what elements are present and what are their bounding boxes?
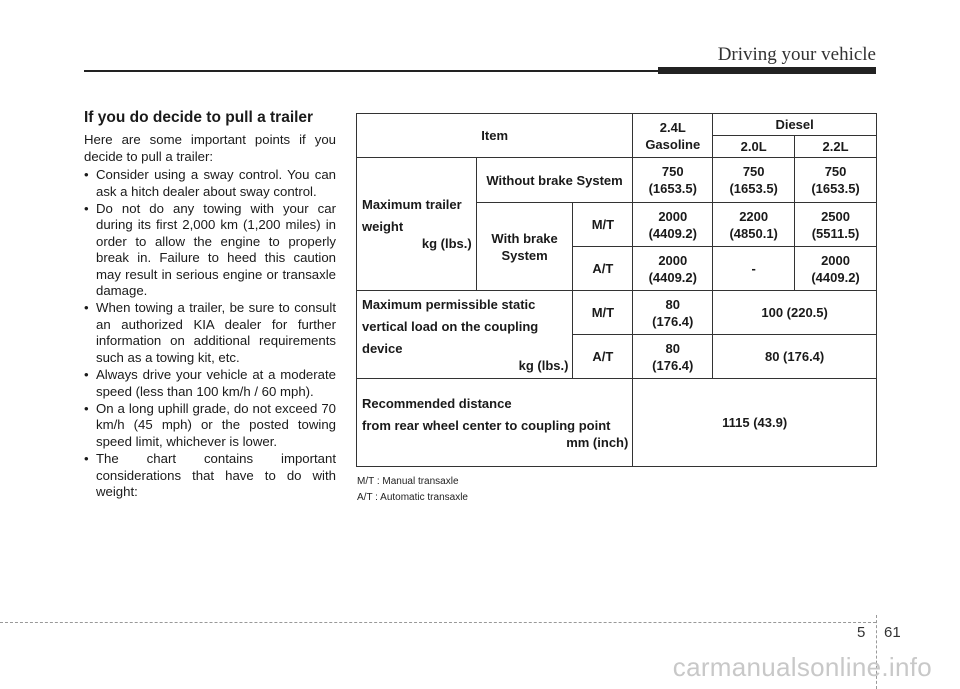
table-cell (633, 291, 713, 335)
list-item: • On a long uphill grade, do not exceed 70 km/h (45 mph) or the posted towing speed limit, whichever is lower. (84, 401, 336, 450)
page-header-title: Driving your vehicle (717, 44, 876, 65)
cell-value: (176.4) (652, 357, 694, 373)
note-at: A/T : Automatic transaxle (357, 492, 468, 503)
cell-value: (1653.5) (729, 181, 778, 196)
list-item: • When towing a trailer, be sure to consult an authorized KIA dealer for further information on additional requirements such as a towing kit, etc. (84, 300, 336, 366)
header-gasoline (633, 114, 713, 158)
table-cell (633, 203, 713, 247)
unit-label: mm (inch) (566, 434, 629, 450)
table-cell: 1115 (43.9) (633, 379, 877, 467)
table-cell (795, 158, 877, 203)
table-cell (633, 158, 713, 203)
transaxle-mt: M/T (573, 203, 633, 247)
cell-value: 2000 (821, 252, 850, 268)
cell-value: 2200 (739, 208, 769, 224)
label-line: device (362, 340, 403, 356)
cell-value: (1653.5) (811, 181, 860, 196)
table-cell (713, 158, 795, 203)
page-number: 61 (884, 624, 901, 641)
header-rule-accent (658, 67, 876, 74)
header-diesel-2-2: 2.2L (795, 136, 877, 158)
label-line: Maximum permissible static (362, 296, 536, 312)
cell-value: 2500 (821, 208, 850, 224)
list-item: • Do not do any towing with your car during its first 2,000 km (1,200 miles) in order to allow the engine to properly break in. Failure to heed this caution may result in serious engine or transaxle damage. (84, 201, 336, 299)
label-line: Maximum trailer (362, 197, 462, 212)
cell-value: 750 (824, 164, 847, 179)
static-load-label (357, 291, 573, 379)
transaxle-at: A/T (573, 335, 633, 379)
max-trailer-weight-label (357, 158, 477, 291)
cell-value: (176.4) (652, 313, 694, 329)
list-item: • Always drive your vehicle at a moderate speed (less than 100 km/h / 60 mph). (84, 367, 336, 400)
table-cell (633, 247, 713, 291)
cell-value: (4409.2) (648, 269, 697, 285)
table-cell (795, 247, 877, 291)
section-number: 5 (857, 624, 866, 641)
unit-label: kg (lbs.) (518, 357, 569, 373)
list-item: • Consider using a sway control. You can ask a hitch dealer about sway control. (84, 167, 336, 200)
label-line: Recommended distance (362, 395, 512, 411)
table-cell (713, 203, 795, 247)
cell-value: (1653.5) (648, 181, 697, 196)
cell-value: 750 (742, 164, 765, 179)
label-line: With brake (491, 230, 558, 246)
table-cell: 80 (176.4) (713, 335, 877, 379)
note-mt: M/T : Manual transaxle (357, 476, 459, 487)
table-cell (795, 203, 877, 247)
header-rule (84, 70, 664, 72)
cell-value: (4850.1) (729, 225, 778, 241)
intro-paragraph: Here are some important points if you decide to pull a trailer: (84, 132, 336, 164)
unit-label: kg (lbs.) (421, 236, 472, 251)
cell-value: 2000 (658, 252, 688, 268)
cell-value: (4409.2) (811, 269, 860, 285)
watermark: carmanualsonline.info (672, 652, 932, 682)
header-item: Item (357, 114, 633, 158)
cell-value: 2000 (658, 208, 688, 224)
table-cell: 100 (220.5) (713, 291, 877, 335)
table-cell: - (713, 247, 795, 291)
label-line: System (501, 247, 548, 263)
header-diesel: Diesel (713, 114, 877, 136)
cell-value: 80 (665, 296, 681, 312)
trailer-tips-column (84, 110, 336, 501)
table-cell (633, 335, 713, 379)
coupling-distance-label (357, 379, 633, 467)
footer-rule (0, 622, 876, 623)
label-line: from rear wheel center to coupling point (362, 417, 611, 433)
label-line: weight (362, 219, 404, 234)
with-brake-label (476, 203, 573, 291)
label-line: vertical load on the coupling (362, 318, 539, 334)
transaxle-mt: M/T (573, 291, 633, 335)
cell-value: 750 (661, 164, 684, 179)
without-brake-label: Without brake System (476, 158, 633, 203)
header-gasoline-label: Gasoline (645, 136, 701, 152)
cell-value: (4409.2) (648, 225, 697, 241)
towing-capacity-table (356, 113, 877, 467)
list-item: • The chart contains important considerations that have to do with weight: (84, 451, 336, 500)
header-gasoline-displacement: 2.4L (659, 119, 686, 135)
header-diesel-2-0: 2.0L (713, 136, 795, 158)
section-heading: If you do decide to pull a trailer (84, 109, 314, 126)
cell-value: 80 (665, 340, 681, 356)
tips-list (84, 167, 336, 500)
table-notes (357, 474, 468, 506)
cell-value: (5511.5) (811, 225, 860, 241)
transaxle-at: A/T (573, 247, 633, 291)
